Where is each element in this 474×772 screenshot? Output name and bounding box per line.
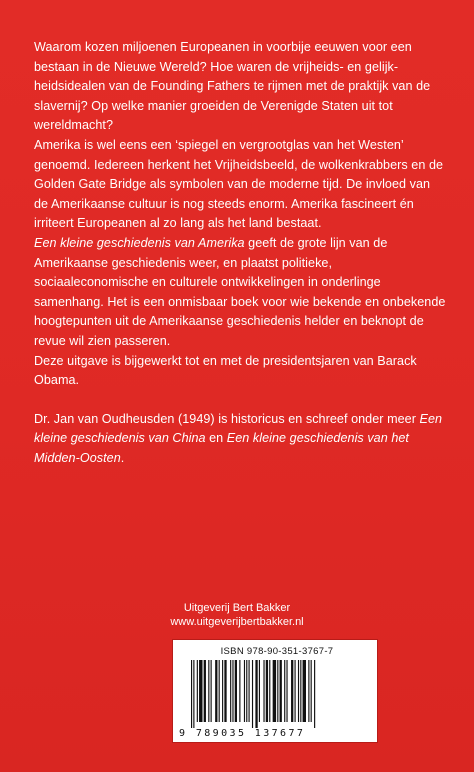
author-bio-conjunction: en — [205, 431, 227, 446]
other-book-title-middle-east: Een kleine geschiedenis van het Midden-Oosten — [34, 431, 409, 465]
publisher-url: www.uitgeverijbertbakker.nl — [170, 616, 304, 628]
isbn-number: ISBN 978-90-351-3767-7 — [220, 646, 334, 657]
publisher-name: Uitgeverij Bert Bakker — [183, 602, 291, 614]
blurb-book-description: geeft de grote lijn van de Amerikaanse geschiedenis weer, en plaatst politieke, sociaaleconomische en culturele ontwikkelingen in onderlinge samenhang. Het is een onmisbaar boek voor wie bekende en onbekende hoogtepunten uit de Amerikaanse geschiedenis helder en beknopt de revue wil zien passeren. — [34, 235, 446, 348]
author-bio-intro: Dr. Jan van Oudheusden (1949) is historicus en schreef onder meer — [34, 411, 420, 426]
author-bio-end: . — [120, 450, 125, 465]
barcode-bars — [187, 660, 367, 728]
blurb-paragraph-mirror: Amerika is wel eens een ‘spiegel en vergrootglas van het Westen’ genoemd. Iedereen herkent het Vrijheidsbeeld, de wolkenkrabbers en de Golden Gate Bridge als symbolen van de moderne tijd. De invloed van de Amerikaanse cultuur is nog steeds enorm. Amerika fascineert én irriteert Europeanen al zo lang als het land bestaat. — [34, 137, 444, 231]
other-book-title-china: Een kleine geschiedenis van China — [34, 411, 443, 446]
ean-digits: 9 789035 137677 — [179, 728, 306, 739]
blurb-paragraph-edition: Deze uitgave is bijgewerkt tot en met de presidentsjaren van Barack Obama. — [34, 353, 417, 388]
blurb-paragraph-book — [34, 234, 446, 352]
blurb-paragraph-questions: Waarom kozen miljoenen Europeanen in voorbije eeuwen voor een bestaan in de Nieuwe Wereld? Hoe waren de vrijheids- en gelijk- heidsidealen van de Founding Fathers te rijmen met de praktijk van de slavernij? Op welke manier groeiden de Verenigde Staten uit tot wereldmacht? — [34, 40, 431, 133]
barcode-label — [172, 639, 378, 743]
book-title: Een kleine geschiedenis van Amerika — [34, 235, 245, 250]
blurb-text — [34, 38, 446, 468]
publisher-block — [0, 601, 474, 629]
author-bio — [34, 410, 446, 469]
